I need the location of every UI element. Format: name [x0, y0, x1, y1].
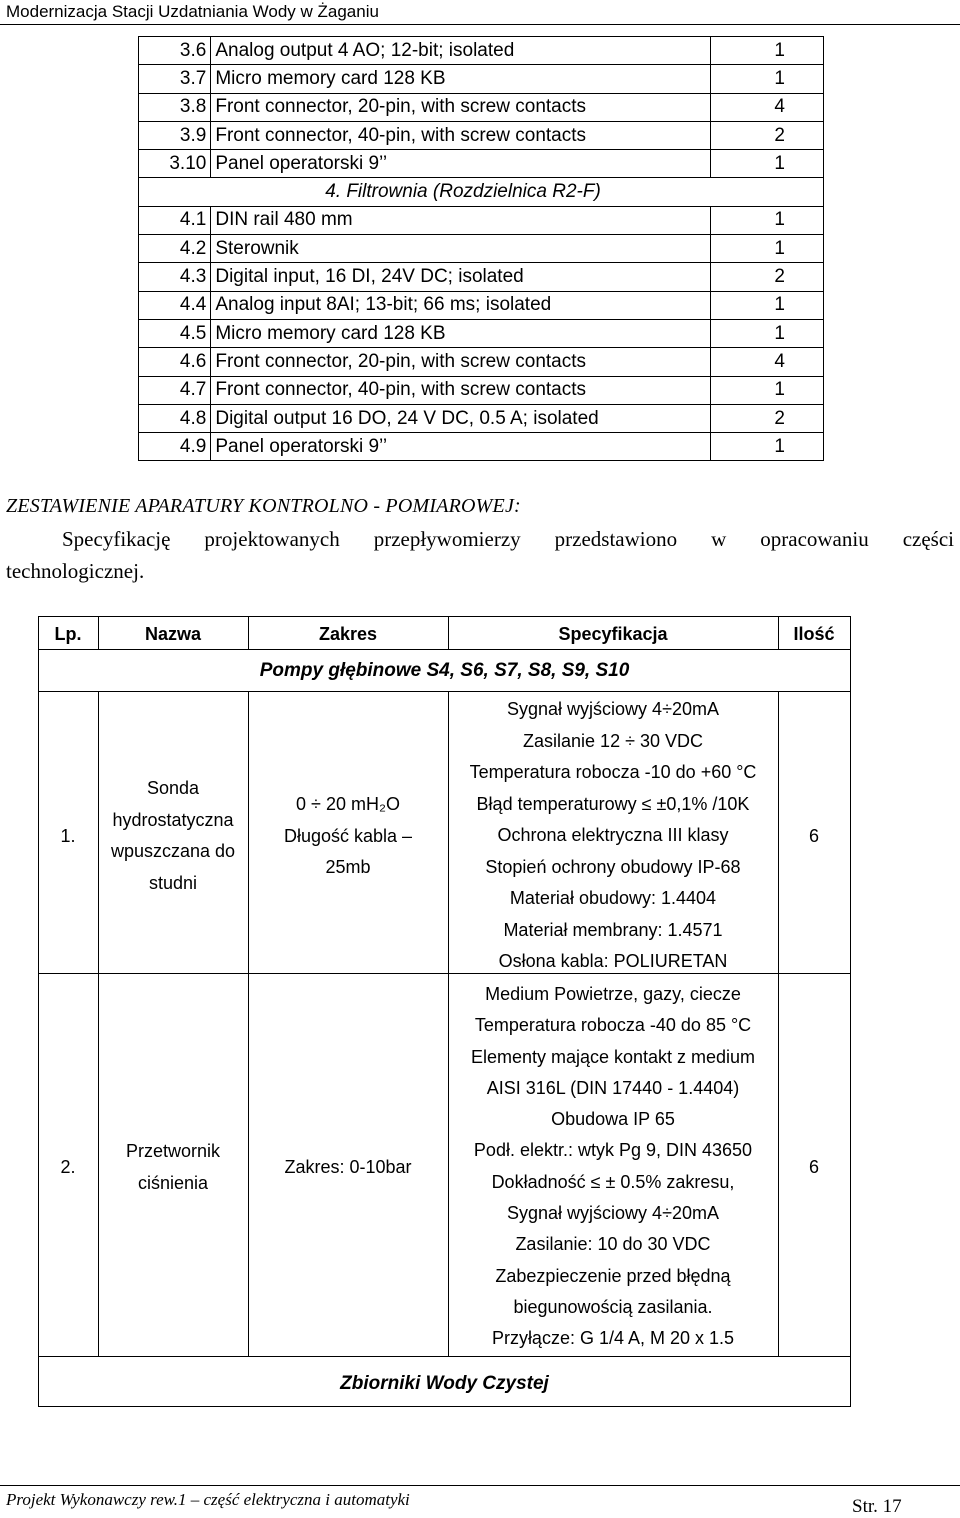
parts-row — [139, 348, 824, 376]
parts-section-title: 4. Filtrownia (Rozdzielnica R2-F) — [139, 178, 824, 206]
part-number: 4.6 — [139, 348, 211, 376]
parts-row — [139, 376, 824, 404]
part-number: 3.9 — [139, 121, 211, 149]
part-name: Digital output 16 DO, 24 V DC, 0.5 A; isolated — [211, 404, 711, 432]
part-name: Front connector, 20-pin, with screw contacts — [211, 93, 711, 121]
part-number: 4.8 — [139, 404, 211, 432]
part-quantity: 1 — [711, 37, 824, 65]
part-quantity: 1 — [711, 206, 824, 234]
part-quantity: 1 — [711, 291, 824, 319]
part-name: Front connector, 20-pin, with screw contacts — [211, 348, 711, 376]
part-number: 3.6 — [139, 37, 211, 65]
part-quantity: 2 — [711, 404, 824, 432]
parts-row — [139, 37, 824, 65]
footer-project-name: Projekt Wykonawczy rew.1 – część elektryczna i automatyki — [6, 1490, 410, 1509]
parts-row — [139, 150, 824, 178]
parts-table — [138, 36, 824, 461]
parts-row — [139, 235, 824, 263]
row2-ilosc: 6 — [808, 1157, 819, 1177]
header-zakres: Zakres — [318, 624, 378, 644]
parts-row — [139, 291, 824, 319]
part-name: Sterownik — [211, 235, 711, 263]
part-name: Micro memory card 128 KB — [211, 319, 711, 347]
header-nazwa: Nazwa — [144, 624, 202, 644]
page-number: Str. 17 — [852, 1496, 902, 1517]
part-name: Panel operatorski 9’’ — [211, 150, 711, 178]
part-number: 4.4 — [139, 291, 211, 319]
part-name: Front connector, 40-pin, with screw contacts — [211, 121, 711, 149]
part-quantity: 1 — [711, 319, 824, 347]
part-number: 4.7 — [139, 376, 211, 404]
row2-lp: 2. — [60, 1157, 76, 1177]
footer-rule — [0, 1485, 960, 1486]
part-number: 3.7 — [139, 65, 211, 93]
part-quantity: 1 — [711, 65, 824, 93]
part-name: Panel operatorski 9’’ — [211, 433, 711, 461]
document-title: Modernizacja Stacji Uzdatniania Wody w Żaganiu — [6, 2, 379, 21]
part-name: Analog input 8AI; 13-bit; 66 ms; isolated — [211, 291, 711, 319]
paragraph-line-1: Specyfikację projektowanych przepływomierzy przedstawiono w opracowaniu części — [62, 527, 954, 551]
header-ilosc: Ilość — [793, 624, 835, 644]
part-number: 4.2 — [139, 235, 211, 263]
row1-nazwa: Sonda hydrostatyczna wpuszczana do studni — [110, 778, 236, 893]
part-number: 3.10 — [139, 150, 211, 178]
group-heading-zbiorniki: Zbiorniki Wody Czystej — [340, 1373, 549, 1394]
part-number: 3.8 — [139, 93, 211, 121]
row1-zakres: 0 ÷ 20 mH₂O Długość kabla – 25mb — [283, 794, 413, 877]
parts-section-row — [139, 178, 824, 206]
row2-specyfikacja: Medium Powietrze, gazy, ciecze Temperatura robocza -40 do 85 °C Elementy mające kontakt z medium AISI 316L (DIN 17440 - 1.4404) Obudowa IP 65 Podł. elektr.: wtyk Pg 9, DIN 43650 Dokładność ≤ ± 0.5% zakresu, Sygnał wyjściowy 4÷20mA Zasilanie: 10 do 30 VDC Zabezpieczenie przed błędną biegunowością zasilania. Przyłącze: G 1/4 A, M 20 x 1.5 — [470, 984, 756, 1349]
part-number: 4.1 — [139, 206, 211, 234]
part-name: Micro memory card 128 KB — [211, 65, 711, 93]
part-number: 4.3 — [139, 263, 211, 291]
parts-row — [139, 206, 824, 234]
page-header — [0, 0, 960, 25]
parts-row — [139, 319, 824, 347]
part-quantity: 4 — [711, 93, 824, 121]
parts-row — [139, 433, 824, 461]
part-quantity: 1 — [711, 235, 824, 263]
row1-ilosc: 6 — [808, 826, 819, 846]
parts-row — [139, 263, 824, 291]
part-name: Analog output 4 AO; 12-bit; isolated — [211, 37, 711, 65]
part-number: 4.9 — [139, 433, 211, 461]
row1-lp: 1. — [60, 826, 76, 846]
part-quantity: 1 — [711, 376, 824, 404]
part-name: DIN rail 480 mm — [211, 206, 711, 234]
group-heading-pompy: Pompy głębinowe S4, S6, S7, S8, S9, S10 — [259, 660, 630, 681]
part-quantity: 2 — [711, 263, 824, 291]
parts-row — [139, 121, 824, 149]
row1-specyfikacja: Sygnał wyjściowy 4÷20mA Zasilanie 12 ÷ 30 VDC Temperatura robocza -10 do +60 °C Błąd temperaturowy ≤ ±0,1% /10K Ochrona elektryczna III klasy Stopień ochrony obudowy IP-68 Materiał obudowy: 1.4404 Materiał membrany: 1.4571 Osłona kabla: POLIURETAN — [469, 699, 757, 971]
part-quantity: 4 — [711, 348, 824, 376]
part-quantity: 2 — [711, 121, 824, 149]
part-name: Front connector, 40-pin, with screw contacts — [211, 376, 711, 404]
paragraph-line-2: technologicznej. — [6, 559, 145, 583]
part-name: Digital input, 16 DI, 24V DC; isolated — [211, 263, 711, 291]
parts-row — [139, 404, 824, 432]
parts-row — [139, 93, 824, 121]
header-specyfikacja: Specyfikacja — [558, 624, 668, 644]
row2-nazwa: Przetwornik ciśnienia — [125, 1141, 221, 1193]
part-quantity: 1 — [711, 433, 824, 461]
part-number: 4.5 — [139, 319, 211, 347]
header-lp: Lp. — [54, 624, 82, 644]
section-heading: ZESTAWIENIE APARATURY KONTROLNO - POMIAROWEJ: — [6, 495, 521, 517]
part-quantity: 1 — [711, 150, 824, 178]
parts-row — [139, 65, 824, 93]
row2-zakres: Zakres: 0-10bar — [284, 1157, 412, 1177]
